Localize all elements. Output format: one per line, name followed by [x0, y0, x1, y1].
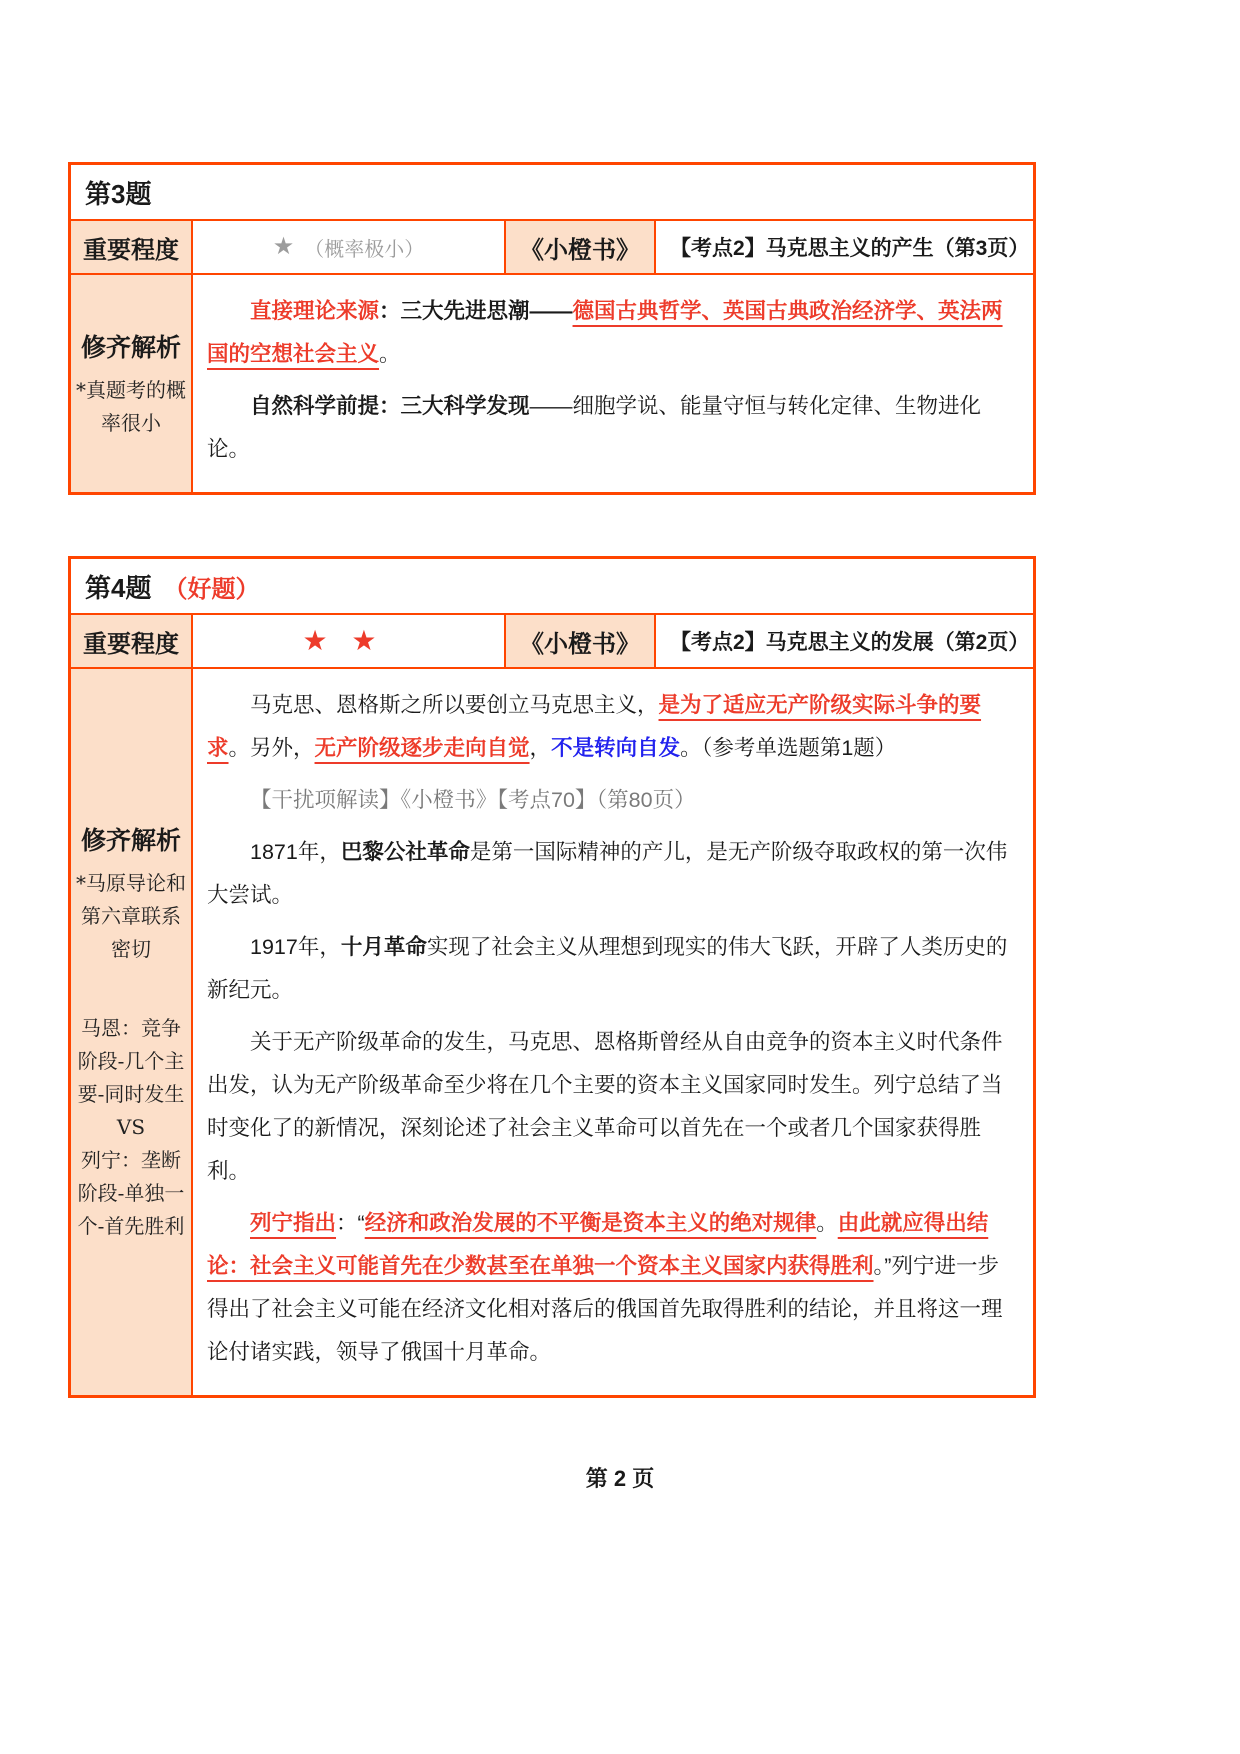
analysis-content	[193, 275, 1033, 492]
analysis-label: 修齐解析	[80, 333, 181, 362]
paragraph: 直接理论来源：三大先进思潮——德国古典哲学、英国古典政治经济学、英法两国的空想社会主义。	[207, 299, 1003, 366]
importance-row	[71, 615, 1033, 669]
paragraph: 关于无产阶级革命的发生，马克思、恩格斯曾经从自由竞争的资本主义时代条件出发，认为无产阶级革命至少将在几个主要的资本主义国家同时发生。列宁总结了当时变化了的新情况，深刻论述了社会主义革命可以首先在一个或者几个国家获得胜利。	[207, 1030, 1003, 1183]
importance-label: 重要程度	[71, 221, 193, 273]
analysis-margin-notes	[76, 857, 186, 1243]
margin-note-line: *真题考的概率很小	[76, 377, 186, 435]
analysis-margin-notes	[76, 364, 186, 440]
book-title: 《小橙书》	[506, 615, 656, 667]
analysis-content	[193, 669, 1033, 1395]
exam-point-reference: 【考点2】马克思主义的发展（第2页）	[670, 631, 1030, 654]
importance-rating	[193, 221, 506, 273]
question-note: （好题）	[163, 573, 260, 603]
paragraph: 列宁指出：“经济和政治发展的不平衡是资本主义的绝对规律。由此就应得出结论：社会主义可能首先在少数甚至在单独一个资本主义国家内获得胜利。”列宁进一步得出了社会主义可能在经济文化相对落后的俄国首先取得胜利的结论，并且将这一理论付诸实践，领导了俄国十月革命。	[207, 1211, 1003, 1364]
question-card-4	[68, 556, 1036, 1398]
margin-note-line: VS	[116, 1115, 146, 1139]
importance-label: 重要程度	[71, 615, 193, 667]
question-title-row	[71, 559, 1033, 615]
margin-note-line: *马原导论和第六章联系密切	[76, 871, 186, 961]
paragraph: 【干扰项解读】《小橙书》【考点70】（第80页）	[250, 788, 696, 812]
paragraph: 自然科学前提：三大科学发现——细胞学说、能量守恒与转化定律、生物进化论。	[207, 394, 982, 461]
analysis-sidebar	[71, 669, 193, 1395]
analysis-label: 修齐解析	[80, 827, 181, 855]
paragraph: 马克思、恩格斯之所以要创立马克思主义，是为了适应无产阶级实际斗争的要求。另外，无产阶级逐步走向自觉，不是转向自发。（参考单选题第1题）	[207, 693, 982, 760]
paragraph: 1917年，十月革命实现了社会主义从理想到现实的伟大飞跃，开辟了人类历史的新纪元。	[207, 935, 1008, 1002]
star-icon: ★ ★	[302, 625, 385, 656]
question-number: 第4题	[85, 572, 152, 603]
page-footer	[0, 1462, 1240, 1493]
star-probability-note: （概率极小）	[304, 236, 425, 261]
paragraph: 1871年，巴黎公社革命是第一国际精神的产儿，是无产阶级夺取政权的第一次伟大尝试。	[207, 840, 1008, 907]
margin-note-line: 列宁：垄断阶段-单独一个-首先胜利	[77, 1148, 185, 1238]
importance-row	[71, 221, 1033, 275]
margin-note-line: 马恩：竞争阶段-几个主要-同时发生	[77, 1016, 185, 1106]
analysis-row	[71, 275, 1033, 492]
star-icon: ★	[272, 233, 295, 260]
analysis-row	[71, 669, 1033, 1395]
exam-point-reference: 【考点2】马克思主义的产生（第3页）	[670, 237, 1030, 260]
page-number: 第 2 页	[585, 1466, 655, 1491]
question-number: 第3题	[85, 178, 152, 209]
question-card-3	[68, 162, 1036, 495]
analysis-sidebar	[71, 275, 193, 492]
question-title-row	[71, 165, 1033, 221]
book-title: 《小橙书》	[506, 221, 656, 273]
importance-rating	[193, 615, 506, 667]
